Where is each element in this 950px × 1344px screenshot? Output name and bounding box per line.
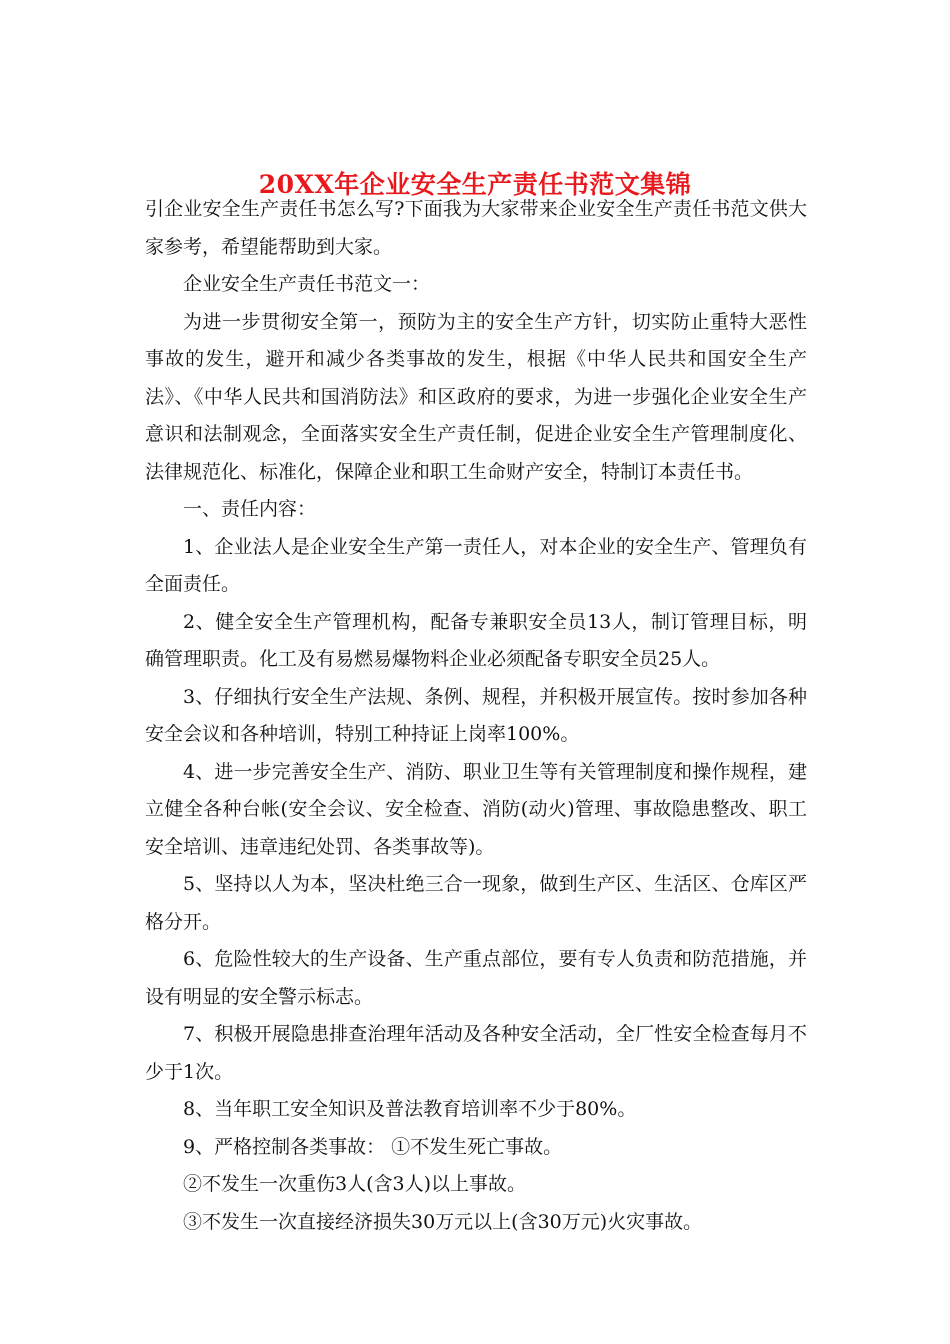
paragraph: 5、坚持以人为本，坚决杜绝三合一现象，做到生产区、生活区、仓库区严格分开。 [145, 873, 807, 933]
paragraph: 2、健全安全生产管理机构，配备专兼职安全员13人，制订管理目标，明确管理职责。化工及有易燃易爆物料企业必须配备专职安全员25人。 [145, 610, 807, 670]
paragraph: 4、进一步完善安全生产、消防、职业卫生等有关管理制度和操作规程，建立健全各种台帐(安全会议、安全检查、消防(动火)管理、事故隐患整改、职工安全培训、违章违纪处罚、各类事故等)。 [145, 760, 807, 858]
paragraph: 引企业安全生产责任书怎么写?下面我为大家带来企业安全生产责任书范文供大家参考，希望能帮助到大家。 [145, 198, 807, 258]
paragraph: 3、仔细执行安全生产法规、条例、规程，并积极开展宣传。按时参加各种安全会议和各种培训，特别工种持证上岗率100%。 [145, 685, 807, 745]
paragraph: 1、企业法人是企业安全生产第一责任人，对本企业的安全生产、管理负有全面责任。 [145, 535, 807, 595]
paragraph: ②不发生一次重伤3人(含3人)以上事故。 [183, 1173, 527, 1195]
document-body [145, 191, 807, 1241]
paragraph: 为进一步贯彻安全第一，预防为主的安全生产方针，切实防止重特大恶性事故的发生，避开和减少各类事故的发生，根据《中华人民共和国安全生产法》、《中华人民共和国消防法》和区政府的要求，为进一步强化企业安全生产意识和法制观念，全面落实安全生产责任制，促进企业安全生产管理制度化、法律规范化、标准化，保障企业和职工生命财产安全，特制订本责任书。 [145, 310, 807, 483]
paragraph: 9、严格控制各类事故： ①不发生死亡事故。 [183, 1135, 563, 1158]
paragraph: 企业安全生产责任书范文一： [183, 273, 431, 295]
paragraph: 6、危险性较大的生产设备、生产重点部位，要有专人负责和防范措施，并设有明显的安全警示标志。 [145, 948, 807, 1008]
paragraph: ③不发生一次直接经济损失30万元以上(含30万元)火灾事故。 [183, 1210, 703, 1233]
paragraph: 7、积极开展隐患排查治理年活动及各种安全活动，全厂性安全检查每月不少于1次。 [145, 1023, 807, 1083]
paragraph: 8、当年职工安全知识及普法教育培训率不少于80%。 [183, 1098, 637, 1120]
document-title: 20XX年企业安全生产责任书范文集锦 [258, 169, 692, 199]
paragraph: 一、责任内容： [183, 498, 317, 520]
